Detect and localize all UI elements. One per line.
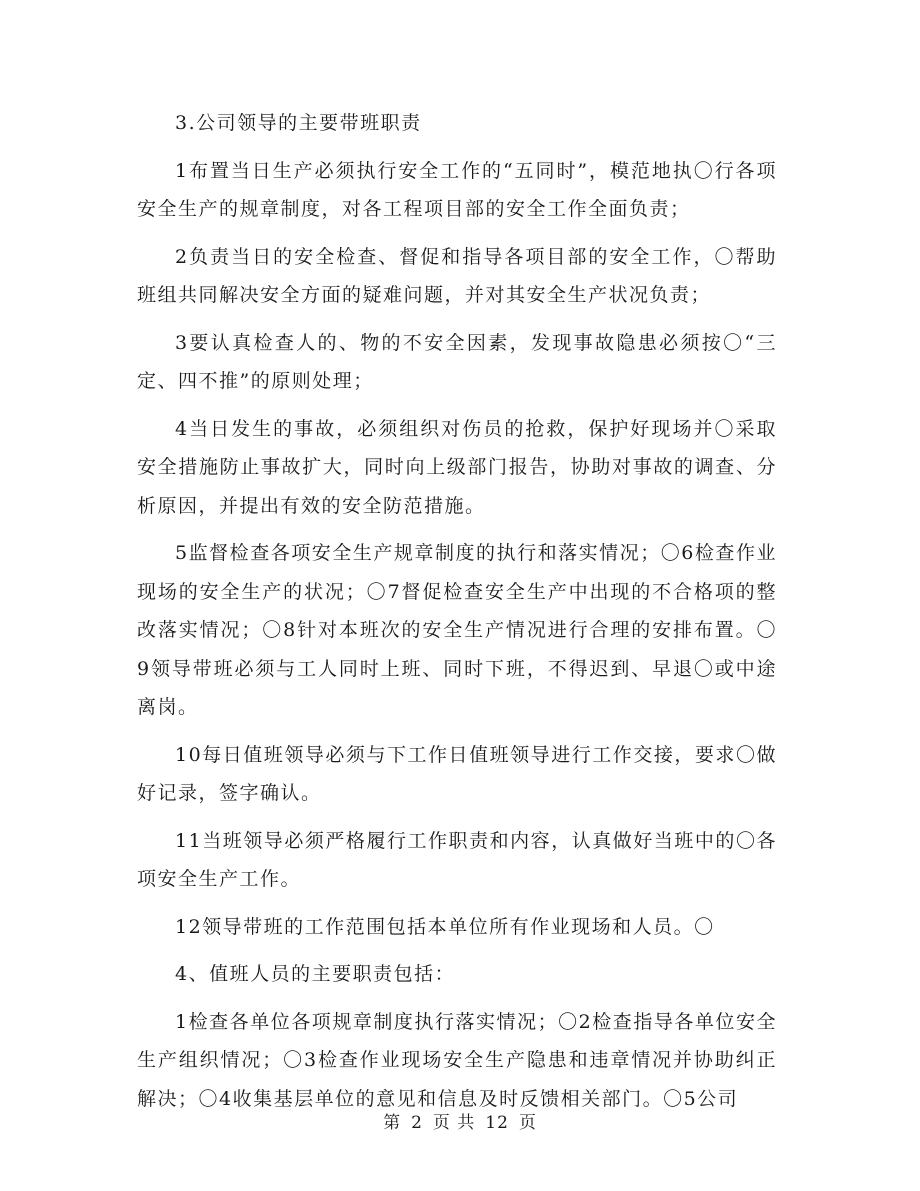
footer-page-number: 2 — [411, 1113, 423, 1133]
paragraph-item-11: 11当班领导必须严格履行工作职责和内容，认真做好当班中的〇各项安全生产工作。 — [137, 829, 777, 890]
footer-total-pages: 12 — [485, 1113, 509, 1133]
footer-middle: 页 共 — [432, 1113, 476, 1133]
page-footer — [0, 1108, 920, 1133]
section-heading-3: 3.公司领导的主要带班职责 — [175, 112, 422, 134]
paragraph-item-5-9: 5监督检查各项安全生产规章制度的执行和落实情况；〇6检查作业现场的安全生产的状况；〇7督促检查安全生产中出现的不合格项的整改落实情况；〇8针对本班次的安全生产情况进行合理的安排布置。〇9领导带班必须与工人同时上班、同时下班，不得迟到、早退〇或中途离岗。 — [137, 542, 777, 718]
footer-prefix: 第 — [383, 1113, 402, 1133]
section-heading-4: 4、值班人员的主要职责包括： — [175, 963, 456, 985]
paragraph-duty-list: 1检查各单位各项规章制度执行落实情况；〇2检查指导各单位安全生产组织情况；〇3检查作业现场安全生产隐患和违章情况并协助纠正解决；〇4收集基层单位的意见和信息及时反馈相关部门。〇5公司 — [137, 1010, 777, 1110]
paragraph-item-12: 12领导带班的工作范围包括本单位所有作业现场和人员。〇 — [175, 915, 715, 938]
paragraph-item-4: 4当日发生的事故，必须组织对伤员的抢救，保护好现场并〇采取安全措施防止事故扩大，同时向上级部门报告，协助对事故的调查、分析原因，并提出有效的安全防范措施。 — [137, 417, 777, 517]
paragraph-item-2: 2负责当日的安全检查、督促和指导各项目部的安全工作，〇帮助班组共同解决安全方面的疑难问题，并对其安全生产状况负责； — [137, 245, 777, 306]
footer-suffix: 页 — [518, 1113, 537, 1133]
paragraph-item-10: 10每日值班领导必须与下工作日值班领导进行工作交接，要求〇做好记录，签字确认。 — [137, 743, 777, 804]
paragraph-item-1: 1布置当日生产必须执行安全工作的“五同时”，模范地执〇行各项安全生产的规章制度，对各工程项目部的安全工作全面负责； — [137, 159, 777, 220]
paragraph-item-3: 3要认真检查人的、物的不安全因素，发现事故隐患必须按〇“三定、四不推”的原则处理； — [137, 331, 777, 392]
document-body — [137, 104, 777, 1127]
